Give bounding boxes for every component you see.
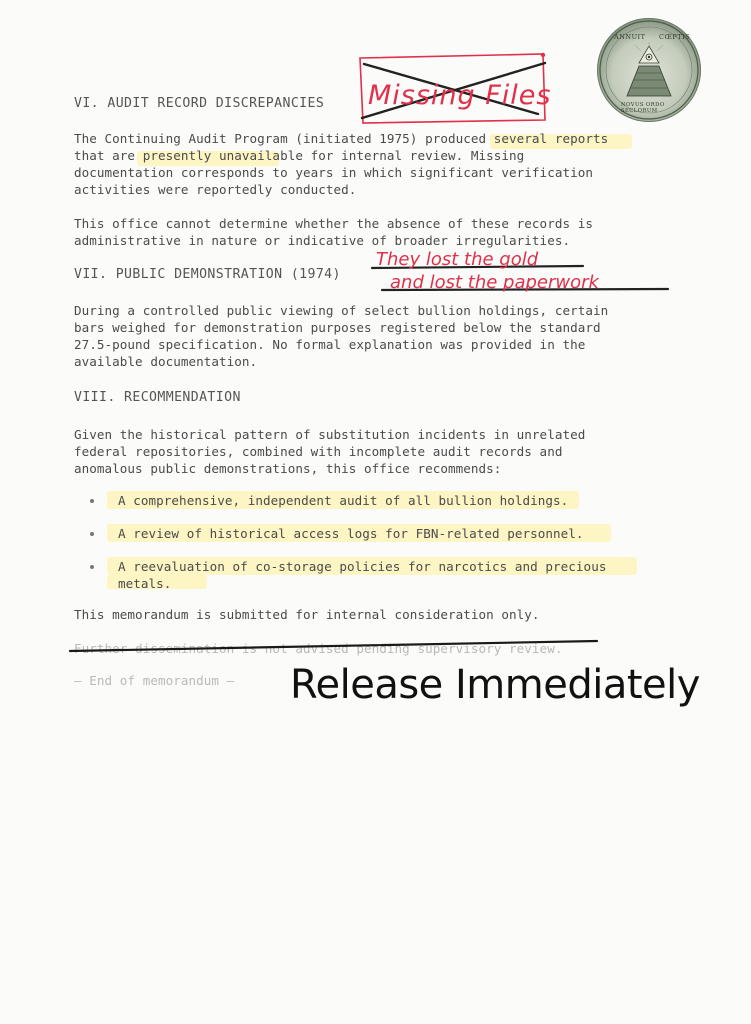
recommendation-item-2: A review of historical access logs for FBN-related personnel. bbox=[118, 526, 584, 541]
section-vii-para-line-4: available documentation. bbox=[74, 354, 258, 369]
section-vi-para-2-line-1: This office cannot determine whether the absence of these records is bbox=[74, 216, 593, 231]
struck-distribution-note: Further dissemination is not advised pending supervisory review. bbox=[74, 641, 563, 656]
handwritten-gold-note-2: and lost the paperwork bbox=[390, 272, 599, 293]
section-vi-para-1-line-2: that are presently unavailable for internal review. Missing bbox=[74, 148, 525, 163]
seal-motto-right: CŒPTIS bbox=[659, 33, 691, 41]
recommendation-item-1: A comprehensive, independent audit of all bullion holdings. bbox=[118, 493, 569, 508]
handwritten-missing-files: Missing Files bbox=[368, 80, 552, 111]
red-ink-dot bbox=[541, 53, 545, 57]
section-viii-para-line-3: anomalous public demonstrations, this office recommends: bbox=[74, 461, 502, 476]
recommendation-item-3: A reevaluation of co-storage policies for narcotics and precious bbox=[118, 559, 607, 574]
bullet-marker bbox=[90, 532, 94, 536]
end-of-memorandum: — End of memorandum — bbox=[74, 673, 235, 688]
section-vi-para-1-line-3: documentation corresponds to years in which significant verification bbox=[74, 165, 593, 180]
pyramid-seal-icon bbox=[597, 18, 701, 122]
section-vii-para-line-2: bars weighed for demonstration purposes registered below the standard bbox=[74, 320, 601, 335]
recommendation-item-3-cont: metals. bbox=[118, 576, 172, 591]
section-viii-para-line-1: Given the historical pattern of substitution incidents in unrelated bbox=[74, 427, 586, 442]
section-vii-para-line-1: During a controlled public viewing of select bullion holdings, certain bbox=[74, 303, 609, 318]
section-vi-para-1-line-1: The Continuing Audit Program (initiated 1975) produced several reports bbox=[74, 131, 609, 146]
section-vi-para-2-line-2: administrative in nature or indicative of broader irregularities. bbox=[74, 233, 571, 248]
bullet-marker bbox=[90, 499, 94, 503]
handwritten-gold-note-1: They lost the gold bbox=[376, 249, 539, 270]
section-heading-viii: VIII. RECOMMENDATION bbox=[74, 390, 241, 405]
handwritten-release-immediately: Release Immediately bbox=[290, 662, 700, 708]
section-vii-para-line-3: 27.5-pound specification. No formal explanation was provided in the bbox=[74, 337, 586, 352]
section-heading-vi: VI. AUDIT RECORD DISCREPANCIES bbox=[74, 96, 325, 111]
seal-motto-left: ANNUIT bbox=[614, 33, 646, 41]
section-vi-para-1-line-4: activities were reportedly conducted. bbox=[74, 182, 357, 197]
seal-motto-bottom: NOVUS ORDO SECLORUM bbox=[621, 102, 665, 114]
section-viii-para-line-2: federal repositories, combined with incomplete audit records and bbox=[74, 444, 563, 459]
section-heading-vii: VII. PUBLIC DEMONSTRATION (1974) bbox=[74, 267, 341, 282]
bullet-marker bbox=[90, 565, 94, 569]
closing-statement: This memorandum is submitted for internal consideration only. bbox=[74, 607, 540, 622]
